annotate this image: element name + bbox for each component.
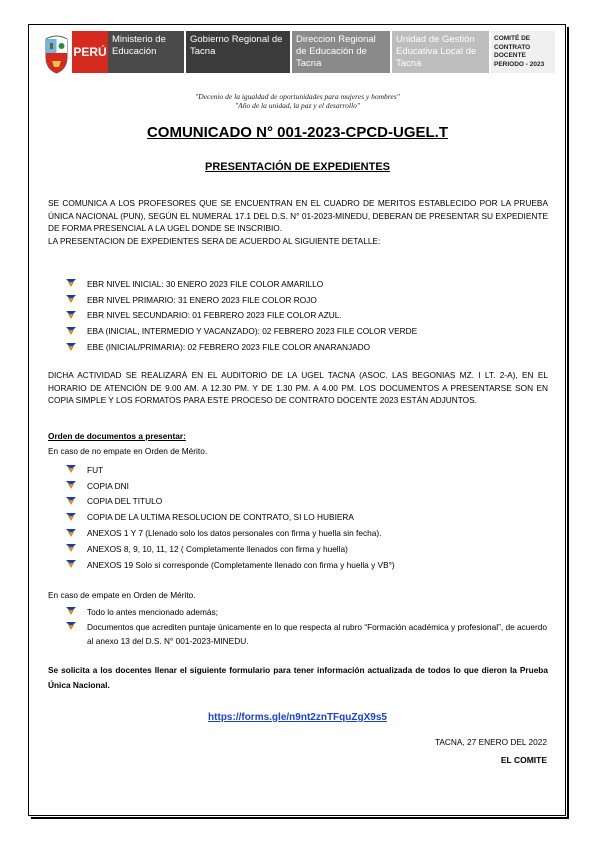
list-item-text: COPIA DE LA ULTIMA RESOLUCION DE CONTRATO, SI LO HUBIERA [87,512,354,523]
list-item-text: COPIA DEL TITULO [87,496,163,507]
arrow-bullet-icon [66,343,77,352]
list-item [66,339,546,355]
tie-intro: En caso de empate en Orden de Mérito. [48,590,196,600]
intro-detail-text: LA PRESENTACION DE EXPEDIENTES SERA DE ACUERDO AL SIGUIENTE DETALLE: [48,235,381,246]
motto-line-1: "Decenio de la igualdad de oportunidades para mujeres y hombres" [195,92,400,101]
document-subtitle: PRESENTACIÓN DE EXPEDIENTES [205,161,390,173]
arrow-bullet-icon [66,497,77,506]
intro-text: SE COMUNICA A LOS PROFESORES QUE SE ENCUENTRAN EN EL CUADRO DE MERITOS ESTABLECIDO POR LA PRUEBA ÚNICA NACIONAL (PUN), SEGÚN EL NUMERAL 17.1 DEL D.S. N° 01-2023-MINEDU, DEBERAN DE PRESENTAR SU EXPEDIENTE DE FORMA PRESENCIAL A LA UGEL DONDE SE INSCRIBIO. [48,198,548,234]
list-item-text: FUT [87,464,104,475]
list-item-text: ANEXOS 19 Solo si corresponde (Completamente llenado con firma y huella y VB°) [87,559,395,570]
arrow-bullet-icon [66,481,77,490]
comite-label: COMITÉ DE CONTRATO DOCENTE PERIODO - 2023 [491,31,555,73]
list-item-text: ANEXOS 8, 9, 10, 11, 12 ( Completamente llenados con firma y huella) [87,543,348,554]
arrow-bullet-icon [66,513,77,522]
arrow-bullet-icon [66,327,77,336]
list-item [66,308,546,324]
list-item-text: Todo lo antes mencionado además; [87,606,218,617]
list-item-text: ANEXOS 1 Y 7 (Llenado solo los datos personales con firma y huella sin fecha). [87,528,382,539]
arrow-bullet-icon [66,607,77,616]
ministerio-label: Ministerio de Educación [108,31,184,73]
page-border [28,24,566,816]
arrow-bullet-icon [66,622,77,631]
year-motto [0,93,595,110]
arrow-bullet-icon [66,279,77,288]
list-item-text: Documentos que acrediten puntaje únicamente en lo que respecta al rubro “Formación académica y profesional”, de acuerdo al anexo 13 del D.S. N° 001-2023-MINEDU. [87,621,547,646]
list-item [66,478,546,494]
list-item [66,557,546,573]
list-item [66,323,546,339]
gobierno-regional-label: Gobierno Regional de Tacna [186,31,290,73]
arrow-bullet-icon [66,529,77,538]
arrow-bullet-icon [66,295,77,304]
form-link[interactable]: https://forms.gle/n9nt2znTFquZgX9s5 [208,712,387,723]
motto-line-2: "Año de la unidad, la paz y el desarrollo" [235,100,360,110]
documents-heading: Orden de documentos a presentar: [48,431,186,441]
letterhead [43,31,558,77]
list-item [66,509,546,525]
arrow-bullet-icon [66,560,77,569]
list-item-text: COPIA DNI [87,480,129,491]
no-tie-intro: En caso de no empate en Orden de Mérito. [48,446,208,456]
list-item [66,292,546,308]
list-item [66,462,546,478]
list-item [66,525,546,541]
document-date: TACNA, 27 ENERO DEL 2022 [434,737,547,747]
arrow-bullet-icon [66,311,77,320]
arrow-bullet-icon [66,544,77,553]
form-request-paragraph: Se solicita a los docentes llenar el siguiente formulario para tener información actualizada de todos lo que dieron la Prueba Única Nacional. [48,665,548,690]
list-item [66,276,546,292]
intro-paragraph [48,197,548,247]
list-item [66,604,550,620]
list-item-text: EBR NIVEL SECUNDARIO: 01 FEBRERO 2023 FILE COLOR AZUL. [87,310,342,321]
documents-list [66,462,546,573]
signature: EL COMITE [500,755,547,765]
list-item-text: EBE (INICIAL/PRIMARIA): 02 FEBRERO 2023 FILE COLOR ANARANJADO [87,342,371,353]
direccion-regional-label: Direccion Regional de Educación de Tacna [292,31,390,73]
document-title: COMUNICADO N° 001-2023-CPCD-UGEL.T [146,124,449,141]
list-item-text: EBR NIVEL INICIAL: 30 ENERO 2023 FILE COLOR AMARILLO [87,278,324,289]
list-item [66,494,546,510]
location-paragraph: DICHA ACTIVIDAD SE REALIZARÁ EN EL AUDITORIO DE LA UGEL TACNA (ASOC. LAS BEGONIAS MZ. I LT. 2-A), EN EL HORARIO DE ATENCIÓN DE 9.00 AM. A 12.30 PM. Y DE 1.30 PM. A 4.00 PM. LOS DOCUMENTOS A PRESENTARSE SON EN COPIA SIMPLE Y LOS FORMATOS PARA ESTE PROCESO DE CONTRATO DOCENTE 2023 ESTÁN ADJUNTOS. [48,370,548,406]
list-item-text: EBR NIVEL PRIMARIO: 31 ENERO 2023 FILE COLOR ROJO [87,294,317,305]
tie-list [66,604,550,650]
ugel-label: Unidad de Gestión Educativa Local de Tacna [392,31,489,73]
arrow-bullet-icon [66,465,77,474]
list-item [66,620,550,650]
peru-brand: PERÚ [72,31,108,73]
schedule-list [66,276,546,355]
peru-coat-of-arms-icon [43,33,70,75]
list-item-text: EBA (INICIAL, INTERMEDIO Y VACANZADO): 02 FEBRERO 2023 FILE COLOR VERDE [87,326,418,337]
list-item [66,541,546,557]
